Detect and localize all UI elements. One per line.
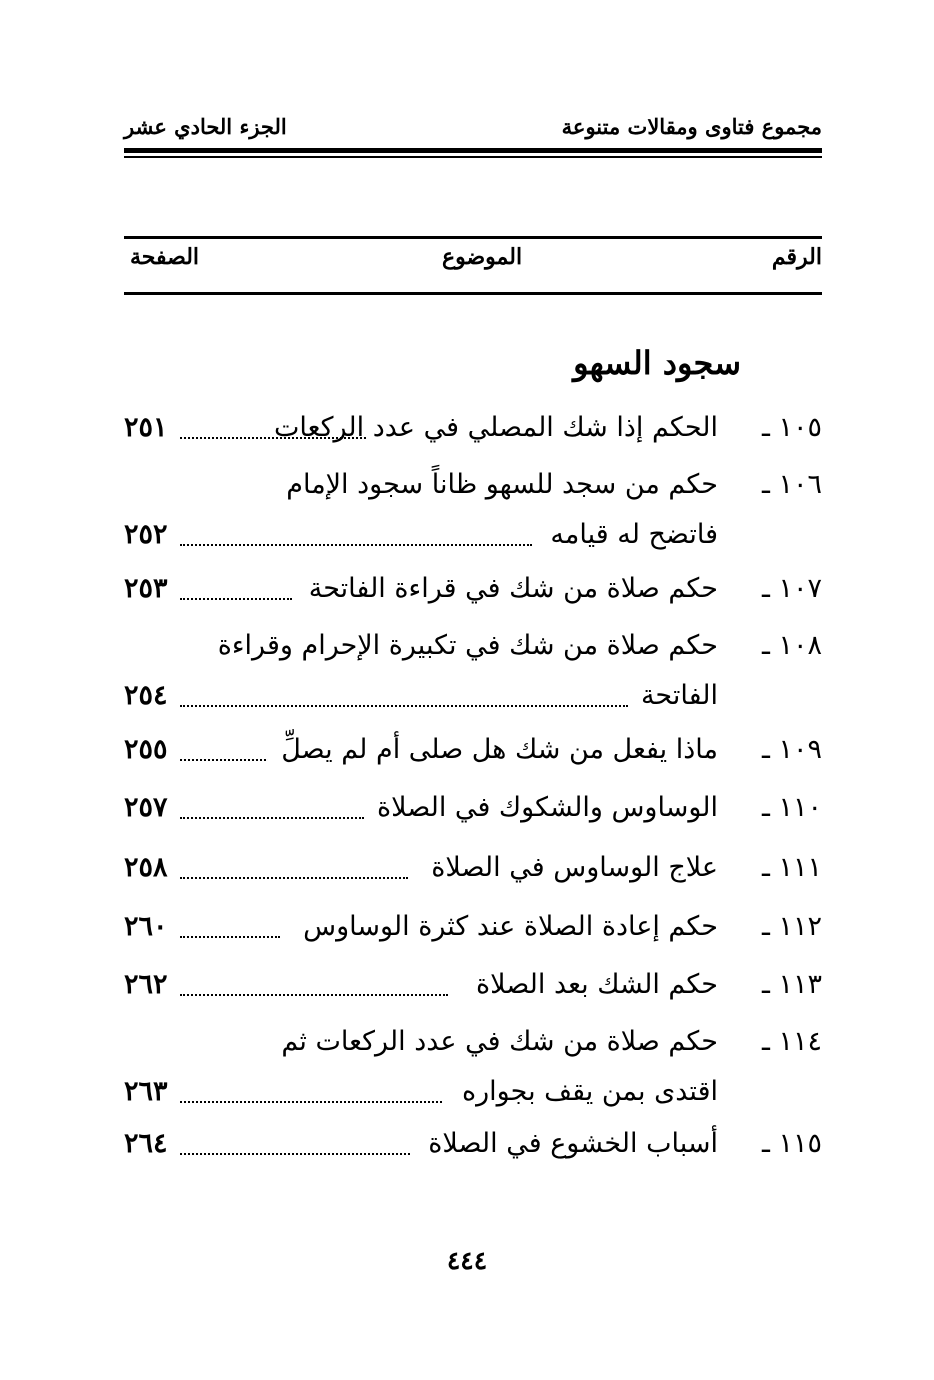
toc-entry [124, 790, 822, 826]
entry-title: الحكم إذا شك المصلي في عدد الركعات [274, 412, 718, 443]
entry-page: ٢٥٣ [124, 573, 168, 604]
entry-number: ١٠٥ ـ [761, 412, 822, 443]
header-rule-thin [124, 156, 822, 158]
entry-number: ١١٥ ـ [761, 1128, 822, 1159]
toc-entry [124, 467, 822, 553]
entry-page: ٢٦٠ [124, 911, 168, 942]
section-title: سجود السهو [573, 344, 741, 382]
toc-entry [124, 850, 822, 886]
dot-leader [180, 994, 448, 996]
toc-entry [124, 628, 822, 714]
entry-number: ١٠٧ ـ [761, 573, 822, 604]
toc-entry [124, 1126, 822, 1162]
entry-title: حكم صلاة من شك في عدد الركعات ثم [281, 1026, 718, 1057]
toc-entry [124, 732, 822, 768]
entry-page: ٢٦٢ [124, 969, 168, 1000]
entry-page: ٢٦٤ [124, 1128, 168, 1159]
entry-number: ١٠٩ ـ [761, 734, 822, 765]
entry-title: أسباب الخشوع في الصلاة [428, 1128, 718, 1159]
toc-entry [124, 909, 822, 945]
entry-page: ٢٥٧ [124, 792, 168, 823]
table-rule-top [124, 236, 822, 239]
entry-title: حكم من سجد للسهو ظاناً سجود الإمام [286, 469, 718, 500]
dot-leader [180, 936, 280, 938]
dot-leader [180, 598, 292, 600]
entry-number: ١١٣ ـ [761, 969, 822, 1000]
entry-page: ٢٥١ [124, 412, 168, 443]
entry-page: ٢٦٣ [124, 1076, 168, 1107]
toc-entry [124, 967, 822, 1003]
entry-title: حكم الشك بعد الصلاة [476, 969, 718, 1000]
dot-leader [180, 877, 408, 879]
entry-page: ٢٥٨ [124, 852, 168, 883]
volume-label: الجزء الحادي عشر [124, 114, 287, 139]
entry-title: الوساوس والشكوك في الصلاة [376, 792, 718, 823]
column-headers [124, 244, 822, 284]
running-header [124, 114, 822, 148]
entry-page: ٢٥٢ [124, 519, 168, 550]
dot-leader [180, 817, 364, 819]
dot-leader [180, 1101, 442, 1103]
book-title: مجموع فتاوى ومقالات متنوعة [561, 114, 822, 139]
toc-entry [124, 571, 822, 607]
dot-leader [180, 437, 366, 439]
entry-title-continued: الفاتحة [640, 680, 718, 711]
entry-title: حكم صلاة من شك في تكبيرة الإحرام وقراءة [217, 630, 718, 661]
entry-title-continued: اقتدى بمن يقف بجواره [462, 1076, 718, 1107]
dot-leader [180, 1153, 410, 1155]
dot-leader [180, 705, 628, 707]
entry-number: ١١٤ ـ [761, 1026, 822, 1057]
column-topic-label: الموضوع [442, 244, 523, 270]
entry-number: ١١١ ـ [761, 852, 822, 883]
entry-number: ١٠٨ ـ [761, 630, 822, 661]
column-number-label: الرقم [771, 244, 822, 270]
header-rule-thick [124, 148, 822, 153]
entry-page: ٢٥٥ [124, 734, 168, 765]
dot-leader [180, 759, 266, 761]
entry-title-continued: فاتضح له قيامه [550, 519, 718, 550]
column-page-label: الصفحة [130, 244, 200, 270]
toc-entry [124, 410, 822, 446]
entry-number: ١١٢ ـ [761, 911, 822, 942]
entry-number: ١٠٦ ـ [761, 469, 822, 500]
entry-title: حكم صلاة من شك في قراءة الفاتحة [308, 573, 718, 604]
toc-entry [124, 1024, 822, 1110]
dot-leader [180, 544, 532, 546]
entry-number: ١١٠ ـ [761, 792, 822, 823]
entry-title: ماذا يفعل من شك هل صلى أم لم يصلِّ [281, 734, 718, 765]
entry-title: علاج الوساوس في الصلاة [431, 852, 718, 883]
page-number: ٤٤٤ [446, 1246, 488, 1275]
table-rule-bottom [124, 292, 822, 295]
entry-title: حكم إعادة الصلاة عند كثرة الوساوس [303, 911, 718, 942]
entry-page: ٢٥٤ [124, 680, 168, 711]
